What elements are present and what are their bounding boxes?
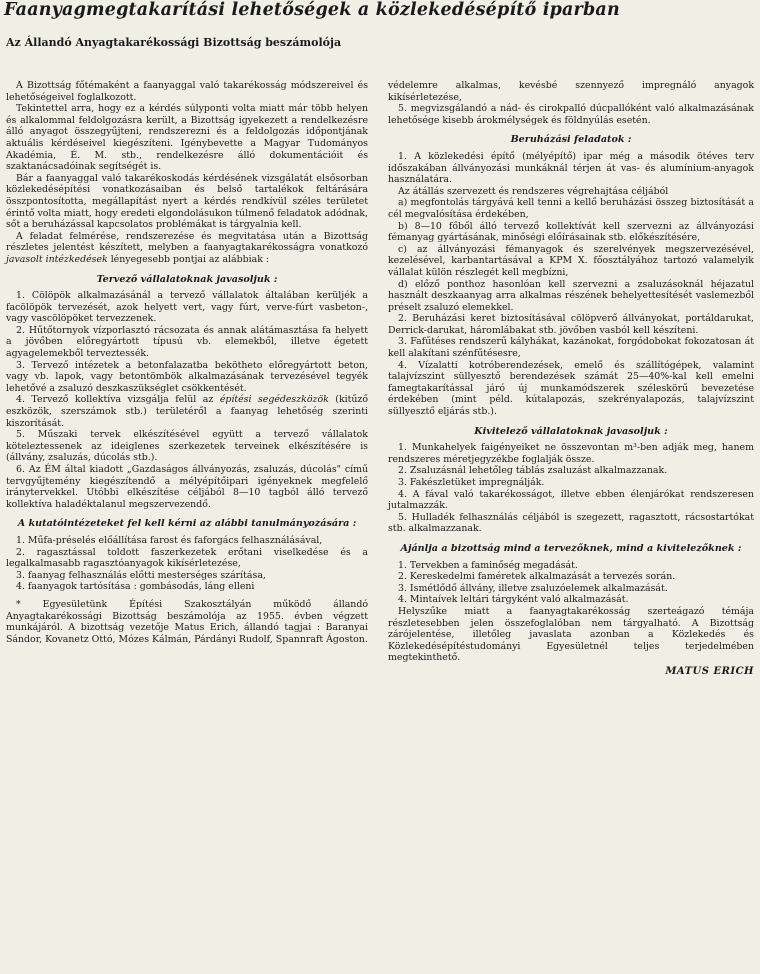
- design-item: [6, 394, 368, 429]
- intro-paragraph: Bár a faanyaggal való takarékoskodás kérdésének vizsgálatát elsősorban közlekedésépítési vonatkozásaiban és belső tartalékok feltárására összpontosította, megállapítást nyert a kérdés rendkívül széles területet érintő volta miatt, hogy eredeti elgondolásukon túlmenő feladatok adódnak, sőt a beruházással kapcsolatos problémákat is tárgyalnia kell.: [6, 172, 368, 231]
- design-item: 5. Műszaki tervek elkészítésével együtt a tervező vállalatok köteleztessenek az ideiglenes szerkezetek terveinek elkészítésére is (állvány, zsaluzás, dúcolás stb.).: [6, 429, 368, 464]
- design-item: 6. Az ÉM által kiadott „Gazdaságos állványozás, zsaluzás, dúcolás" című tervgyűjtemény kiegészítendő a mélyépítőipari igényeknek megfelelő iránytervekkel. Utóbbi elkészítése céljából 8—10 tagból álló tervező kollektíva haladéktalanul megszervezendő.: [6, 464, 368, 510]
- research-item: 4. faanyagok tartósítása : gombásodás, láng elleni: [16, 581, 255, 593]
- invest-subitem: a) megfontolás tárgyává kell tenni a kellő beruházási összeg biztosítását a cél megvalósítása érdekében,: [388, 197, 754, 220]
- heading-research: A kutatóintézeteket fel kell kérni az alábbi tanulmányozására :: [17, 518, 357, 530]
- task-end: lényegesebb pontjai az alábbiak :: [110, 253, 270, 265]
- both-item: 2. Kereskedelmi faméretek alkalmazását a tervezés során.: [398, 571, 676, 583]
- research-item: 3. faanyag felhasználás előtti mesterséges szárítása,: [16, 569, 266, 581]
- heading-investment: Beruházási feladatok :: [510, 134, 632, 146]
- heading-design: Tervező vállalatoknak javasoljuk :: [96, 273, 278, 285]
- invest-item: 1. A közlekedési építő (mélyépítő) ipar még a második ötéves terv időszakában állványozási munkáknál térjen át vas- és alumínium-anyagok használatára.: [388, 150, 754, 186]
- article-title: Faanyagmegtakarítási lehetőségek a közlekedésépítő iparban: [4, 0, 620, 20]
- invest-subitem: c) az állványozási fémanyagok és szerelvények megszervezésével, kezelésével, karbantartásával a KPM X. főosztályához tartozó valamelyik vállalat külön részlegét kell megbízni,: [388, 243, 754, 278]
- both-item: 1. Tervekben a faminőség megadását.: [398, 559, 578, 571]
- design-item: 2. Hűtőtornyok vízporlasztó rácsozata és annak alátámasztása fa helyett a jövőben előregyártott típusú vb. elemekből, illetve égetett agyagelemekből terveztessék.: [6, 324, 368, 360]
- heading-both: Ajánlja a bizottság mind a tervezőknek, mind a kivitelezőknek :: [400, 542, 742, 554]
- closing-paragraph: Helyszűke miatt a faanyagtakarékosság szerteágazó témája részletesebben jelen összefoglalóban nem tárgyalható. A Bizottság zárójelentése, illetőleg javaslata azonban a Közlekedés és Közlekedésépítéstudományi Egyesületnél teljes terjedelmében megtekinthető.: [388, 605, 754, 664]
- design-item: 1. Cölöpök alkalmazásánál a tervező vállalatok általában kerüljék a facölöpök tervezését, azok helyett vert, vagy fúrt, verve-fúrt vasbeton-, vagy vascölöpöket tervezzenek.: [6, 290, 368, 325]
- invest-subitem: d) előző ponthoz hasonlóan kell szervezni a zsaluzásoknál héjazatul használt deszkaanyag arra alkalmas részének behelyettesítését vaslemezből préselt zsaluzó elemekkel.: [388, 278, 754, 313]
- left-column: [6, 80, 368, 645]
- invest-item: 2. Beruházási keret biztosításával cölöpverő állványokat, portáldarukat, Derrick-darukat, háromlábakat stb. jövőben vasból kell készíteni.: [388, 313, 754, 336]
- research-item: 2. ragasztással toldott faszerkezetek erőtani viselkedése és a legalkalmasabb ragasztóanyagok kikísérletezése,: [6, 546, 368, 570]
- continued-paragraph: 5. megvizsgálandó a nád- és cirokpalló dúcpallóként való alkalmazásának lehetősége kisebb árokmélységek és földnyúlás esetén.: [388, 103, 754, 126]
- exec-item: 5. Hulladék felhasználás céljából is szegezett, ragasztott, rácsostartókat stb. alkalmazzanak.: [388, 511, 754, 535]
- exec-item: 1. Munkahelyek faigényeiket ne összevontan m³-ben adják meg, hanem rendszeres méretjegyzékbe foglalják össze.: [388, 442, 754, 465]
- invest-subitem: b) 8—10 főből álló tervező kollektívát kell szervezni az állványozási fémanyag gyártásának, minőségi előírásainak stb. előkészítésére,: [388, 220, 754, 244]
- design-item: 3. Tervező intézetek a betonfalazatba bekötheto előregyártott beton, vagy vb. lapok, vagy betontömbök alkalmazásának tervezésével tegyék lehetővé a zsaluzó deszkaszükséglet csökkentését.: [6, 359, 368, 394]
- intro-paragraph: Tekintettel arra, hogy ez a kérdés súlyponti volta miatt már több helyen és alkalommal feldolgozásra került, a Bizottság igyekezett a rendelkezésre álló anyagot összegyűjteni, rendszerezni és a feldolgozás időpontjának aktuális kérdéseivel kiegészíteni. Igénybevette a Magyar Tudományos Akadémia, É. M. stb., rendelkezésre álló dokumentációit és szaktanácsadóinak segítségét is.: [6, 103, 368, 173]
- exec-item: 3. Fakészletüket impregnálják.: [398, 477, 545, 488]
- invest-intro: Az átállás szervezett és rendszeres végrehajtása céljából: [398, 185, 669, 197]
- article-subtitle: Az Állandó Anyagtakarékossági Bizottság beszámolója: [6, 36, 342, 49]
- item4-text: 4. Tervező kollektíva vizsgálja felül az: [16, 394, 214, 406]
- intro-paragraph: A Bizottság főtémaként a faanyaggal való takarékosság módszereivel és lehetőségeivel foglalkozott.: [6, 80, 368, 103]
- footnote: * Egyesületünk Építési Szakosztályán működő állandó Anyagtakarékossági Bizottság beszámolója az 1955. évben végzett munkájáról. A bizottság vezetője Matus Erich, állandó tagjai : Baranyai Sándor, Kovanetz Ottó, Mózes Kálmán, Párdányi Rudolf, Spannraft Ágoston.: [6, 598, 368, 645]
- heading-execution: Kivitelező vállalatoknak javasoljuk :: [474, 425, 668, 437]
- right-column: [388, 80, 754, 678]
- task-text: A feladat felmérése, rendszerezése és megvitatása után a Bizottság részletes jelentést készített, melyben a faanyagtakarékosságra vonatkozó: [6, 230, 368, 254]
- task-paragraph: [6, 231, 368, 266]
- research-item: 1. Műfa-préselés előállítása farost és faforgács felhasználásával,: [16, 534, 323, 546]
- item4-italic: építési segédeszközök: [219, 394, 329, 406]
- item4-end: (kitűző eszközök, szerszámok stb.) területéről a faanyag lehetőség szerinti kiszorítását.: [6, 394, 369, 429]
- invest-item: 4. Vízalatti kotróberendezések, emelő és szállítógépek, valamint talajvízszint süllyesztő berendezések számát 25—40%-kal kell emelni famegtakarítással járó új munkamódszerek széleskörű bevezetése érdekében (mint péld. kútalapozás, szekrényalapozás, talajvízszint süllyesztő eljárás stb.).: [388, 359, 754, 418]
- task-italic: javasolt intézkedések: [6, 253, 108, 265]
- exec-item: 2. Zsaluzásnál lehetőleg táblás zsaluzást alkalmazzanak.: [398, 465, 668, 477]
- author-signature: MATUS ERICH: [665, 665, 754, 677]
- both-item: 4. Mintaívek leltári tárgyként való alkalmazását.: [398, 594, 629, 606]
- both-item: 3. Ismétlődő állvány, illetve zsaluzóelemek alkalmazását.: [398, 582, 668, 594]
- exec-item: 4. A fával való takarékosságot, illetve ebben élenjárókat rendszeresen jutalmazzák.: [388, 488, 754, 512]
- continued-paragraph: védelemre alkalmas, kevésbé szennyező impregnáló anyagok kikísérletezése,: [388, 80, 754, 103]
- invest-item: 3. Fafűtéses rendszerű kályhákat, kazánokat, forgódobokat fokozatosan át kell alakítani szénfűtésesre,: [388, 336, 754, 360]
